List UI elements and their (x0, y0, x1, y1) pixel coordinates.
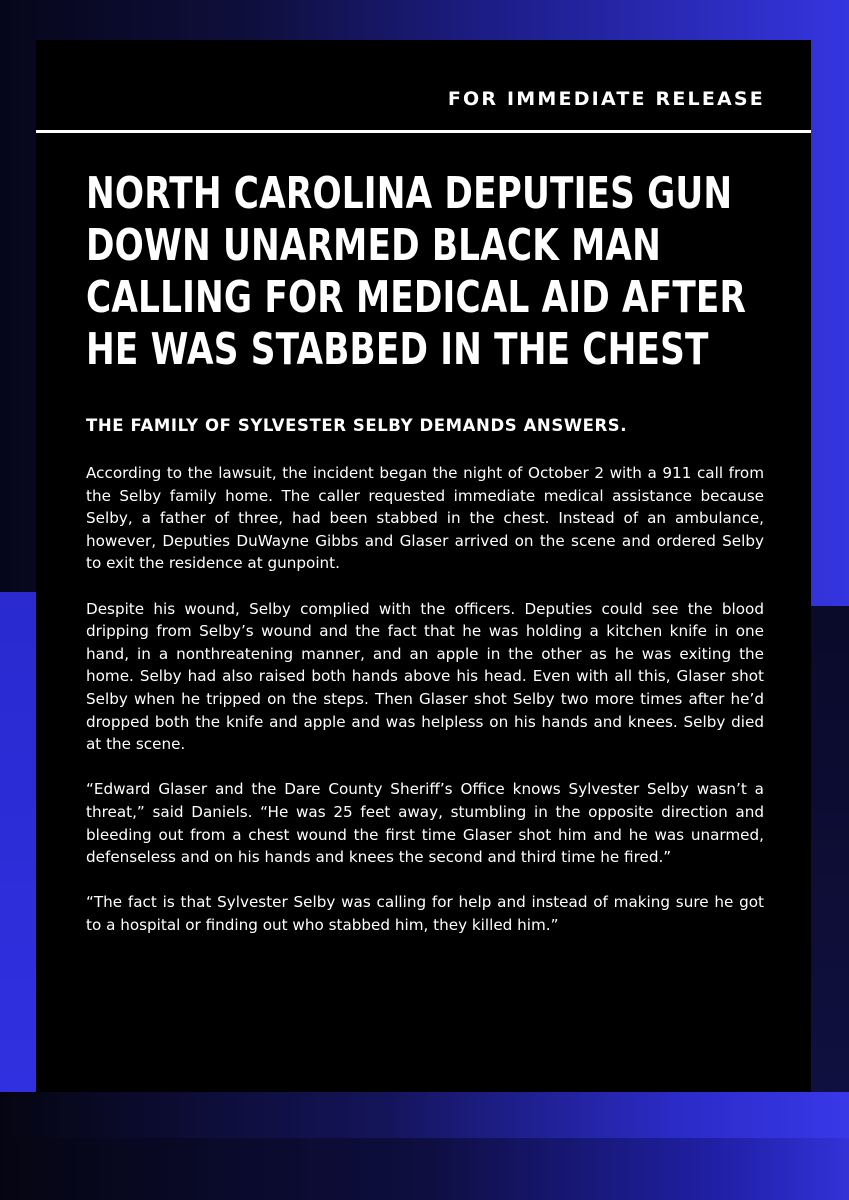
paragraph: “Edward Glaser and the Dare County Sheriff’s Office knows Sylvester Selby wasn’t a threat,” said Daniels. “He was 25 feet away, stumbling in the opposite direction and bleeding out from a chest wound the first time Glaser shot him and he was unarmed, defenseless and on his hands and knees the second and third time he fired.” (86, 780, 764, 867)
release-label: FOR IMMEDIATE RELEASE (447, 88, 765, 110)
right-dark-bar (811, 606, 849, 1092)
header-divider (36, 130, 811, 133)
bottom-gradient-band-lower (0, 1138, 849, 1200)
bottom-gradient-band (0, 1092, 849, 1138)
paragraph: According to the lawsuit, the incident began the night of October 2 with a 911 call from the Selby family home. The caller requested immediate medical assistance because Selby, a father of three, had been stabbed in the chest. Instead of an ambulance, however, Deputies DuWayne Gibbs and Glaser arrived on the scene and ordered Selby to exit the residence at gunpoint. (86, 464, 764, 573)
left-accent-bar (0, 592, 36, 1092)
headline: NORTH CAROLINA DEPUTIES GUN DOWN UNARMED BLACK MAN CALLING FOR MEDICAL AID AFTER HE WAS STABBED IN THE CHEST (86, 168, 747, 375)
paragraph: “The fact is that Sylvester Selby was calling for help and instead of making sure he got to a hospital or finding out who stabbed him, they killed him.” (86, 893, 764, 934)
body-text (86, 462, 764, 959)
press-release-panel (36, 40, 811, 1092)
subheadline: THE FAMILY OF SYLVESTER SELBY DEMANDS ANSWERS. (86, 416, 628, 435)
paragraph: Despite his wound, Selby complied with the officers. Deputies could see the blood dripping from Selby’s wound and the fact that he was holding a kitchen knife in one hand, in a nonthreatening manner, and an apple in the other as he was exiting the home. Selby had also raised both hands above his head. Even with all this, Glaser shot Selby when he tripped on the steps. Then Glaser shot Selby two more times after he’d dropped both the knife and apple and was helpless on his hands and knees. Selby died at the scene. (86, 599, 764, 754)
